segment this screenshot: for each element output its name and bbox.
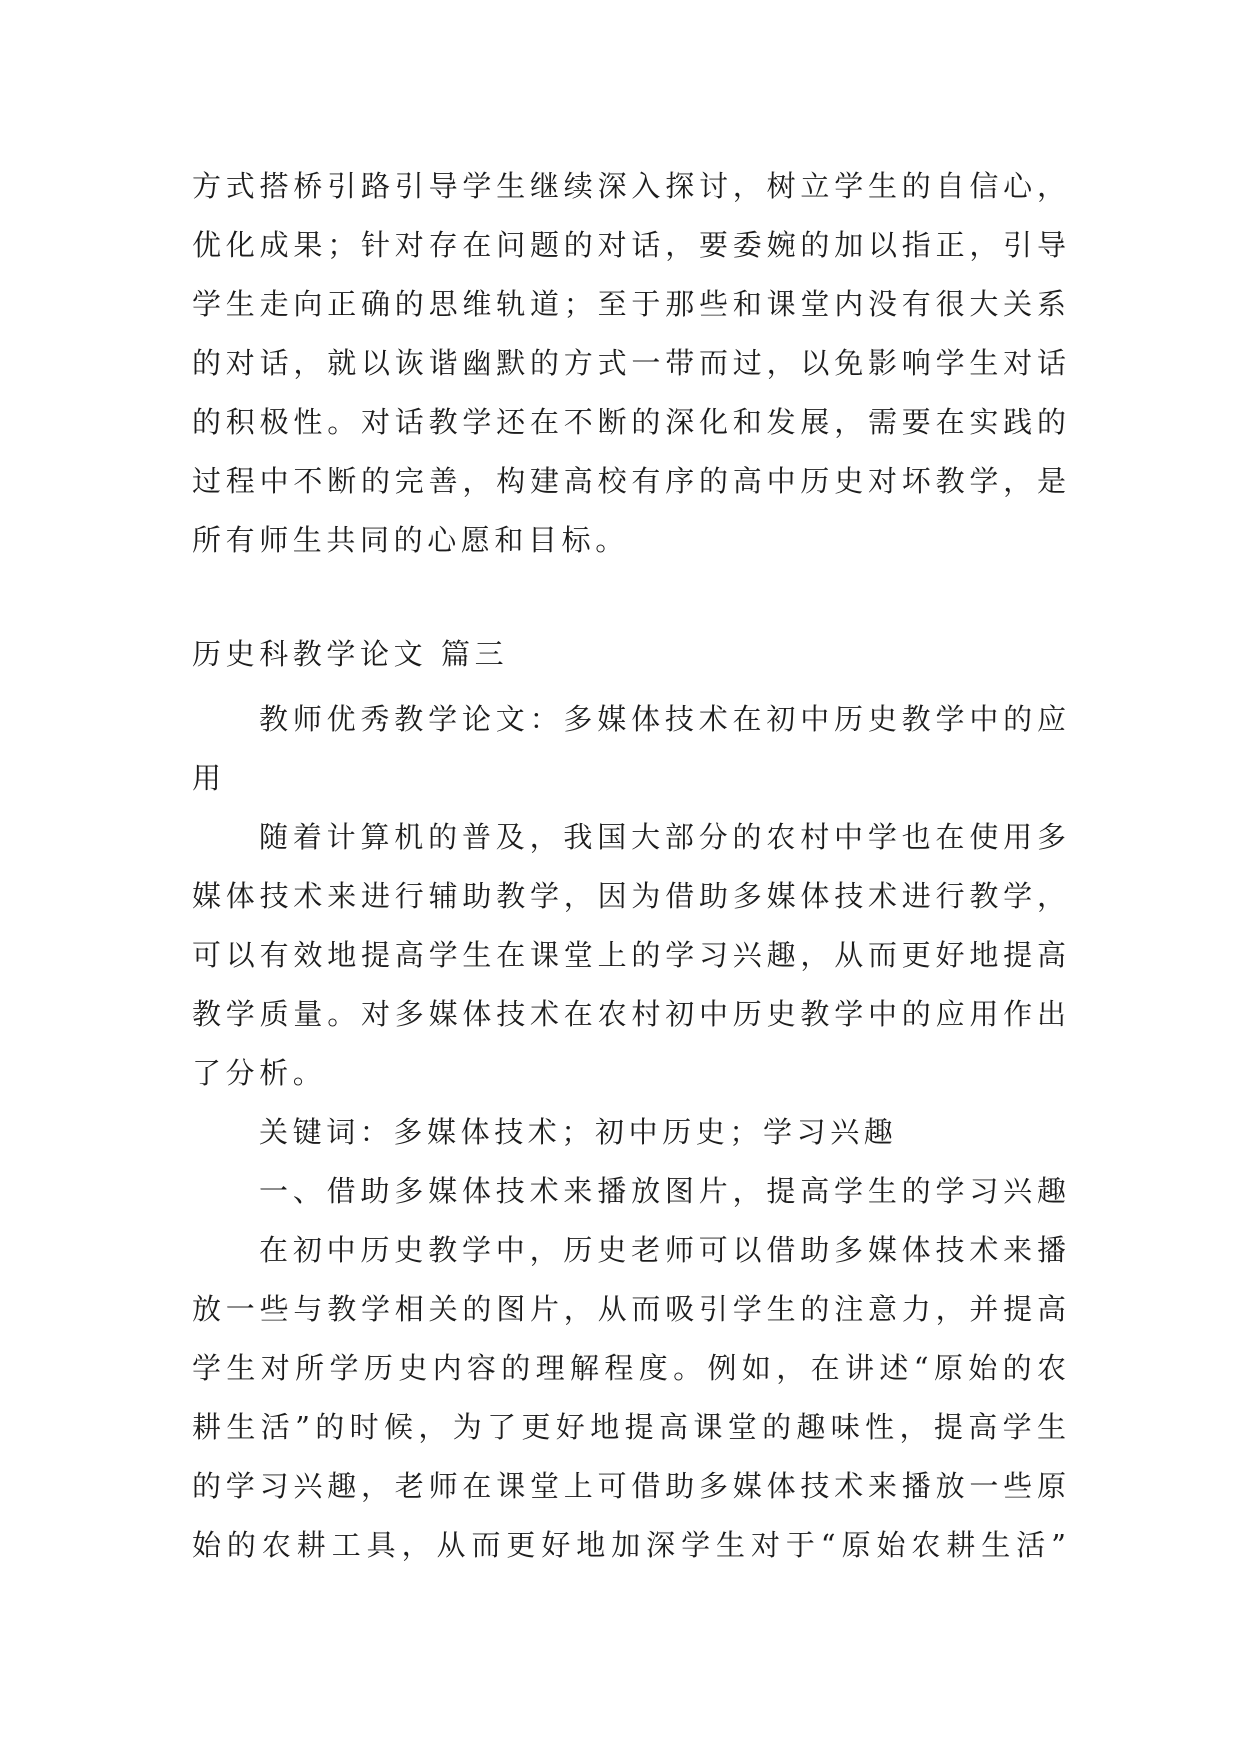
paragraph-line: 过程中不断的完善，构建高校有序的高中历史对坏教学，是 xyxy=(192,464,1066,498)
article-title xyxy=(192,690,1066,808)
abstract-line: 教学质量。对多媒体技术在农村初中历史教学中的应用作出 xyxy=(192,997,1066,1031)
body-line: 放一些与教学相关的图片，从而吸引学生的注意力，并提高 xyxy=(192,1292,1066,1326)
document-body xyxy=(192,157,1066,1575)
body-line: 耕生活”的时候，为了更好地提高课堂的趣味性，提高学生 xyxy=(192,1410,1066,1444)
abstract-line: 媒体技术来进行辅助教学，因为借助多媒体技术进行教学， xyxy=(192,879,1066,913)
article-title-line: 用 xyxy=(192,761,226,795)
keywords-line: 关键词：多媒体技术；初中历史；学习兴趣 xyxy=(259,1115,898,1149)
body-line: 在初中历史教学中，历史老师可以借助多媒体技术来播 xyxy=(259,1233,1066,1267)
section-heading: 历史科教学论文 篇三 xyxy=(192,637,509,671)
paragraph-line: 的对话，就以诙谐幽默的方式一带而过，以免影响学生对话 xyxy=(192,346,1066,380)
subsection-heading: 一、借助多媒体技术来播放图片，提高学生的学习兴趣 xyxy=(259,1174,1066,1208)
paragraph-line: 优化成果；针对存在问题的对话，要委婉的加以指正，引导 xyxy=(192,228,1066,262)
paragraph-line: 所有师生共同的心愿和目标。 xyxy=(192,523,629,557)
abstract-line: 随着计算机的普及，我国大部分的农村中学也在使用多 xyxy=(259,820,1066,854)
body-line: 始的农耕工具，从而更好地加深学生对于“原始农耕生活” xyxy=(192,1528,1066,1562)
previous-paragraph xyxy=(192,157,1066,570)
body-paragraph xyxy=(192,1221,1066,1575)
paragraph-line: 的积极性。对话教学还在不断的深化和发展，需要在实践的 xyxy=(192,405,1066,439)
abstract-paragraph xyxy=(192,808,1066,1103)
body-line: 学生对所学历史内容的理解程度。例如，在讲述“原始的农 xyxy=(192,1351,1066,1385)
abstract-line: 可以有效地提高学生在课堂上的学习兴趣，从而更好地提高 xyxy=(192,938,1066,972)
abstract-line: 了分析。 xyxy=(192,1056,327,1090)
paragraph-line: 方式搭桥引路引导学生继续深入探讨，树立学生的自信心， xyxy=(192,169,1066,203)
article-title-line: 教师优秀教学论文：多媒体技术在初中历史教学中的应 xyxy=(259,702,1066,736)
paragraph-line: 学生走向正确的思维轨道；至于那些和课堂内没有很大关系 xyxy=(192,287,1066,321)
body-line: 的学习兴趣，老师在课堂上可借助多媒体技术来播放一些原 xyxy=(192,1469,1066,1503)
